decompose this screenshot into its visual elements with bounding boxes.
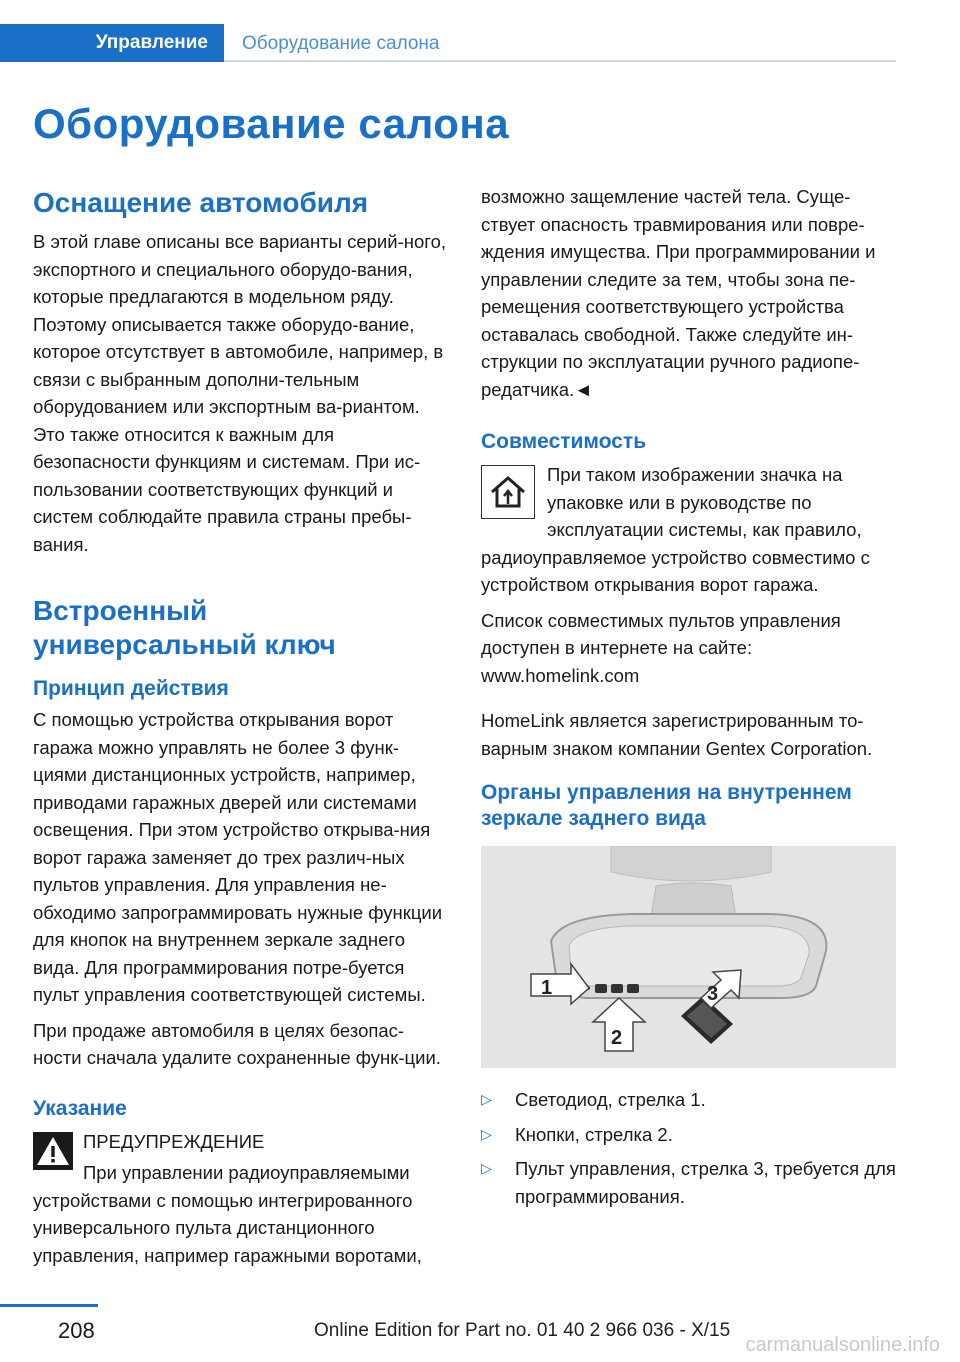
warning-triangle-icon — [33, 1132, 73, 1170]
heading-equipment: Оснащение автомобиля — [33, 187, 369, 218]
right-column — [481, 183, 896, 1217]
warning-label: ПРЕДУПРЕЖДЕНИЕ — [83, 1130, 265, 1152]
heading-principle: Принцип действия — [33, 677, 229, 700]
heading-controls: Органы управления на внутреннем зеркале заднего вида — [481, 781, 852, 830]
edition-text: Online Edition for Part no. 01 40 2 966 036 - X/15 — [314, 1320, 731, 1341]
list-item: ▷ Светодиод, стрелка 1. — [481, 1086, 896, 1114]
footer-accent-line — [0, 1304, 98, 1307]
heading-note: Указание — [33, 1096, 127, 1120]
paragraph-principle-1: С помощью устройства открывания ворот гаража можно управлять не более 3 функ-циями дистанционных устройств, например, приводами гаражных дверей или системами освещения. При этом устройство открыва-ния ворот гаража заменяет до трех различ-ных пультов управления. Для управления не-обходимо запрограммировать нужные функции для кнопок на внутреннем зеркале заднего вида. Для программирования потре-буется пульт управления соответствующей системы. — [33, 709, 443, 1005]
paragraph-compat-2: Список совместимых пультов управления доступен в интернете на сайте: www.homelink.com — [481, 609, 841, 686]
list-item: ▷ Пульт управления, стрелка 3, требуется для программирования. — [481, 1155, 896, 1210]
warning-block — [33, 1128, 448, 1270]
paragraph-principle-2: При продаже автомобиля в целях безопас-ности сначала удалите сохраненные функ-ции. — [33, 1019, 441, 1068]
page-title: Оборудование салона — [33, 100, 510, 147]
paragraph-warning-cont: возможно защемление частей тела. Суще-ствует опасность травмирования или повре-ждения имущества. При программировании и управлении следите за тем, чтобы зона пе-ремещения соответствующего устройства оставалась свободной. Также следуйте ин-струкции по эксплуатации ручного радиопе-редатчика.◄ — [481, 186, 876, 400]
paragraph-compat-1: При таком изображении значка на упаковке или в руководстве по эксплуатации системы, как правило, радиоуправляемое устройство совместимо с устройством открывания ворот гаража. — [481, 464, 870, 595]
rear-view-mirror-illustration — [481, 846, 896, 1068]
section-breadcrumb[interactable]: Оборудование салона — [242, 33, 440, 54]
controls-list — [481, 1086, 896, 1210]
bullet-triangle-icon: ▷ — [481, 1125, 492, 1142]
heading-universal-key: Встроенный универсальный ключ — [33, 595, 336, 660]
compatibility-block — [481, 461, 896, 599]
left-column — [33, 186, 448, 1277]
chapter-tab[interactable] — [0, 24, 224, 62]
list-item: ▷ Кнопки, стрелка 2. — [481, 1121, 896, 1149]
chapter-label: Управление — [95, 32, 208, 53]
heading-compatibility: Совместимость — [481, 430, 647, 453]
watermark: carmanualsonline.info — [745, 1334, 940, 1356]
figure-label-2: 2 — [611, 1027, 623, 1049]
mirror-figure — [481, 846, 896, 1068]
bullet-triangle-icon: ▷ — [481, 1160, 492, 1176]
paragraph-compat-3: HomeLink является зарегистрированным то-варным знаком компании Gentex Corporation. — [481, 710, 873, 759]
figure-label-1: 1 — [541, 977, 553, 999]
bullet-triangle-icon: ▷ — [481, 1091, 492, 1107]
paragraph-equipment: В этой главе описаны все варианты серий-ного, экспортного и специального оборудо-вания, которые предлагаются в модельном ряду. Поэтому описывается также оборудо-вание, которое отсутствует в автомобиле, например, в связи с выбранным дополни-тельным оборудованием или экспортным ва-риантом. Это также относится к важным для безопасности функциям и системам. При ис-пользовании соответствующих функций и систем соблюдайте правила страны пребы-вания. — [33, 231, 447, 555]
figure-label-3: 3 — [707, 983, 719, 1005]
warning-text: При управлении радиоуправляемыми устройствами с помощью интегрированного универсального пульта дистанционного управления, например гаражными воротами, — [33, 1162, 422, 1266]
header-divider — [224, 60, 896, 62]
page-number: 208 — [58, 1318, 95, 1343]
homelink-house-icon — [481, 465, 535, 519]
